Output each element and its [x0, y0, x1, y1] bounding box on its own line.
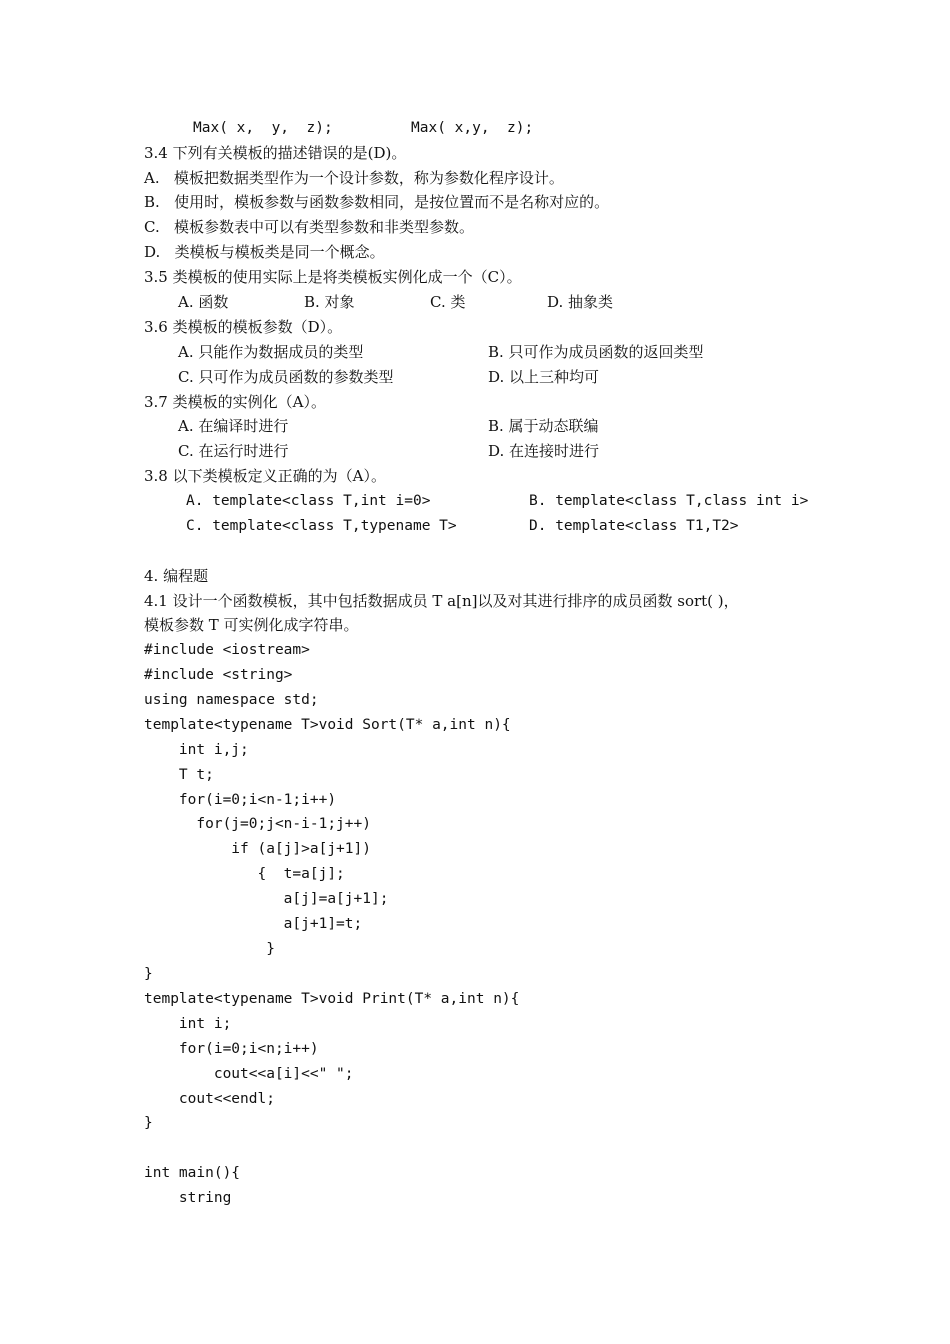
question-3-4-option-a: A. 模板把数据类型作为一个设计参数，称为参数化程序设计。 — [144, 169, 564, 187]
code-max-call-right: Max( x,y, z); — [411, 120, 534, 136]
code-line: cout<<endl; — [144, 1091, 275, 1107]
code-line: if (a[j]>a[j+1]) — [144, 841, 371, 857]
question-3-5-option-d: D. 抽象类 — [547, 293, 614, 311]
question-3-5-stem: 3.5 类模板的使用实际上是将类模板实例化成一个（C）。 — [144, 268, 522, 286]
code-line: #include <string> — [144, 667, 293, 683]
code-line: int i,j; — [144, 742, 249, 758]
question-3-6-option-d: D. 以上三种均可 — [488, 368, 600, 386]
code-line: for(j=0;j<n-i-1;j++) — [144, 816, 371, 832]
question-3-8-option-a: A. template<class T,int i=0> — [186, 493, 431, 509]
section-4-heading: 4. 编程题 — [144, 567, 209, 585]
code-line: { t=a[j]; — [144, 866, 345, 882]
code-line: } — [144, 966, 153, 982]
question-3-7-option-a: A. 在编译时进行 — [178, 417, 289, 435]
code-line: #include <iostream> — [144, 642, 310, 658]
question-3-4-option-b: B. 使用时，模板参数与函数参数相同，是按位置而不是名称对应的。 — [144, 193, 610, 211]
question-3-6-option-c: C. 只可作为成员函数的参数类型 — [178, 368, 394, 386]
question-3-8-stem: 3.8 以下类模板定义正确的为（A）。 — [144, 467, 386, 485]
code-max-call-left: Max( x, y, z); — [193, 120, 333, 136]
question-3-4-option-d: D. 类模板与模板类是同一个概念。 — [144, 243, 385, 261]
code-line: } — [144, 1115, 153, 1131]
question-3-5-option-a: A. 函数 — [178, 293, 229, 311]
question-3-6-stem: 3.6 类模板的模板参数（D）。 — [144, 318, 343, 336]
code-line: int main(){ — [144, 1165, 241, 1181]
question-4-1-line-1: 4.1 设计一个函数模板，其中包括数据成员 T a[n]以及对其进行排序的成员函数 sort( )， — [144, 592, 739, 610]
question-3-5-option-b: B. 对象 — [304, 293, 355, 311]
question-3-7-stem: 3.7 类模板的实例化（A）。 — [144, 393, 326, 411]
question-3-8-option-b: B. template<class T,class int i> — [529, 493, 809, 509]
code-line: template<typename T>void Print(T* a,int n){ — [144, 991, 520, 1007]
code-line: a[j+1]=t; — [144, 916, 363, 932]
question-4-1-line-2: 模板参数 T 可实例化成字符串。 — [144, 616, 359, 634]
code-line: a[j]=a[j+1]; — [144, 891, 389, 907]
code-line: using namespace std; — [144, 692, 319, 708]
code-line: T t; — [144, 767, 214, 783]
code-line: cout<<a[i]<<" "; — [144, 1066, 354, 1082]
question-3-6-option-a: A. 只能作为数据成员的类型 — [178, 343, 364, 361]
question-3-5-option-c: C. 类 — [430, 293, 466, 311]
code-line: for(i=0;i<n-1;i++) — [144, 792, 337, 808]
question-3-7-option-d: D. 在连接时进行 — [488, 442, 600, 460]
question-3-4-option-c: C. 模板参数表中可以有类型参数和非类型参数。 — [144, 218, 475, 236]
code-line: for(i=0;i<n;i++) — [144, 1041, 319, 1057]
code-line: template<typename T>void Sort(T* a,int n){ — [144, 717, 511, 733]
question-3-7-option-c: C. 在运行时进行 — [178, 442, 289, 460]
code-line: string — [144, 1190, 232, 1206]
question-3-8-option-d: D. template<class T1,T2> — [529, 518, 739, 534]
code-line: } — [144, 941, 275, 957]
question-3-4-stem: 3.4 下列有关模板的描述错误的是(D)。 — [144, 144, 407, 162]
question-3-6-option-b: B. 只可作为成员函数的返回类型 — [488, 343, 704, 361]
question-3-7-option-b: B. 属于动态联编 — [488, 417, 599, 435]
code-line: int i; — [144, 1016, 232, 1032]
question-3-8-option-c: C. template<class T,typename T> — [186, 518, 457, 534]
